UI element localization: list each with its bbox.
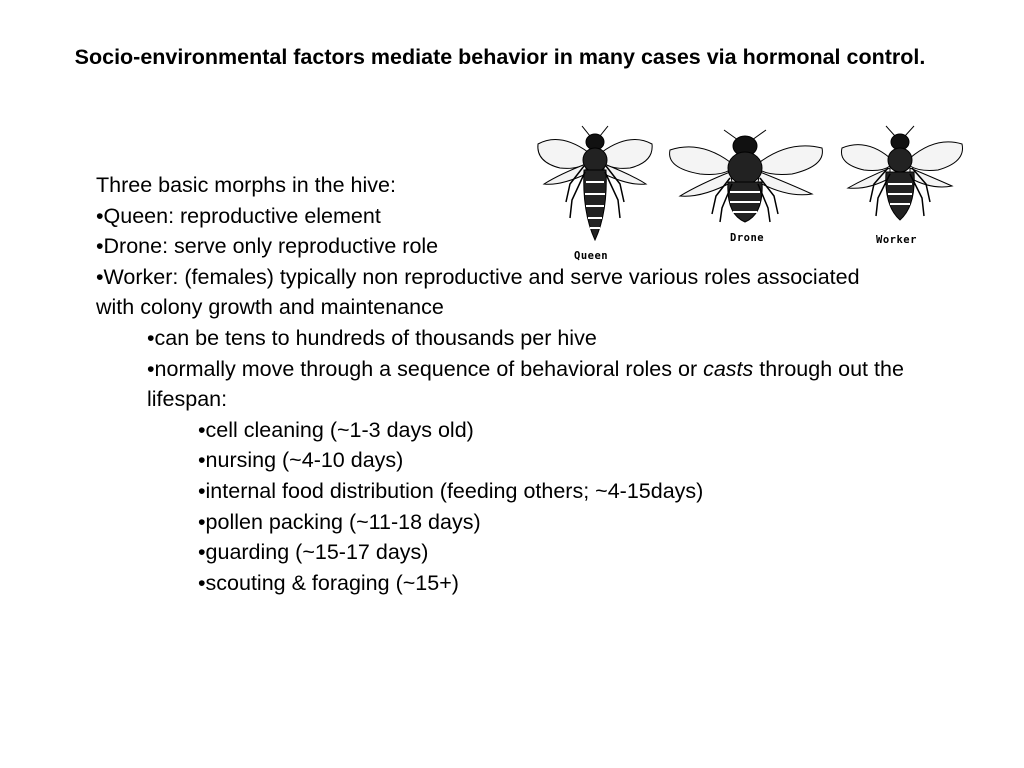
casts-term: casts [703, 356, 754, 381]
role-bullet-food-distribution: •internal food distribution (feeding others; ~4-15days) [198, 478, 704, 503]
role-bullet-pollen-packing: •pollen packing (~11-18 days) [198, 509, 481, 534]
worker-bullet: •Worker: (females) typically non reproductive and serve various roles associated with colony growth and maintenance [96, 264, 860, 320]
worker-count-bullet: •can be tens to hundreds of thousands per hive [147, 325, 597, 350]
queen-label: Queen [574, 250, 609, 262]
role-bullet-scouting-foraging: •scouting & foraging (~15+) [198, 570, 459, 595]
drone-bullet: •Drone: serve only reproductive role [96, 234, 439, 259]
role-bullet-cell-cleaning: •cell cleaning (~1-3 days old) [198, 417, 474, 442]
role-bullet-guarding: •guarding (~15-17 days) [198, 540, 429, 565]
morphs-intro: Three basic morphs in the hive: [96, 173, 396, 197]
slide-body [96, 170, 996, 598]
drone-label: Drone [730, 232, 765, 244]
role-bullet-nursing: •nursing (~4-10 days) [198, 448, 404, 473]
worker-label: Worker [876, 234, 917, 246]
worker-sequence-bullet [96, 354, 977, 415]
sequence-text-end: through out the lifespan: [147, 356, 904, 412]
sequence-text-start: •normally move through a sequence of behavioral roles or [147, 356, 704, 381]
queen-bullet: •Queen: reproductive element [96, 203, 381, 228]
slide-title: Socio-environmental factors mediate behavior in many cases via hormonal control. [74, 45, 926, 69]
